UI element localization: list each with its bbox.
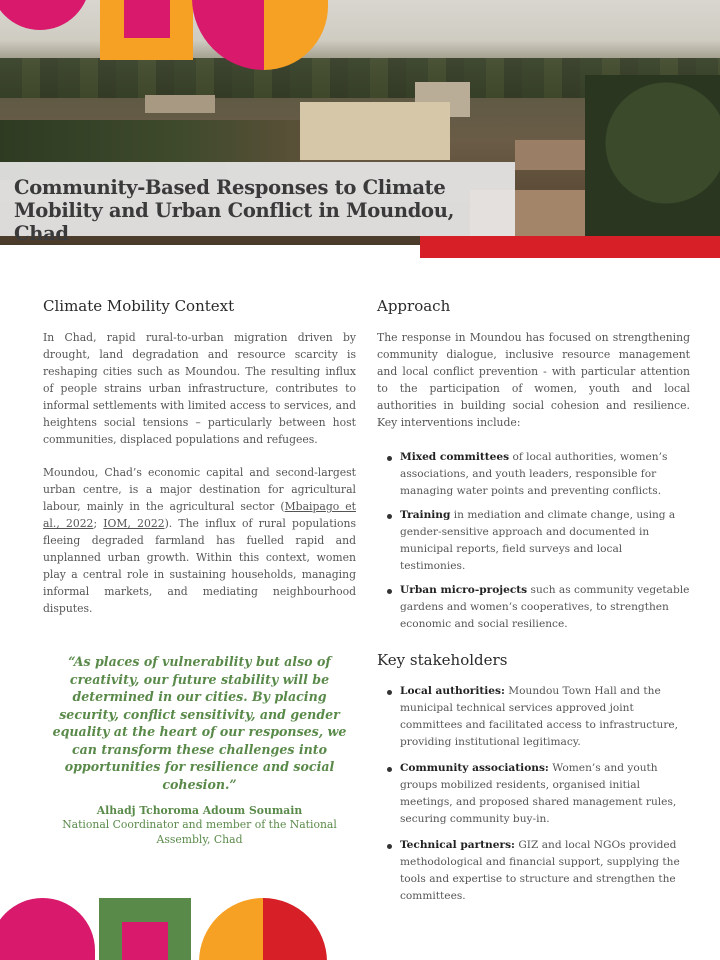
list-item-text: Women’s and youth groups mobilized residents, organised initial meetings, and proposed shared management rules, securing community buy-in.: [400, 762, 677, 825]
list-item-text: of local authorities, women’s associations, and youth leaders, responsible for managing water points and preventing conflicts.: [400, 451, 668, 497]
list-item-text: GIZ and local NGOs provided methodological and financial support, supplying the tools and expertise to structure and strengthen the committees.: [400, 839, 680, 902]
left-column: [43, 297, 356, 847]
citation-iom[interactable]: IOM, 2022: [103, 517, 165, 530]
deco-orange-semicircle-bottom: [199, 898, 263, 960]
stakeholders-heading: Key stakeholders: [377, 651, 508, 669]
list-item-text: such as community vegetable gardens and women’s cooperatives, to strengthen economic and social resilience.: [400, 584, 690, 630]
deco-pink-square-top: [124, 0, 170, 38]
approach-heading: Approach: [377, 297, 451, 315]
list-item-label: Technical partners:: [400, 839, 515, 851]
right-column: [377, 297, 690, 914]
page-title-line-2: Mobility and Urban Conflict in Moundou, Chad: [14, 199, 455, 245]
deco-pink-shape-bottom-left: [0, 898, 95, 960]
citation-separator: ;: [93, 517, 104, 530]
approach-list: [377, 449, 690, 633]
hero-building: [300, 102, 450, 160]
quote-author: Alhadj Tchoroma Adoum Soumain: [96, 804, 303, 817]
list-item-label: Community associations:: [400, 762, 549, 774]
quote-author-role: National Coordinator and member of the National Assembly, Chad: [62, 818, 337, 846]
list-item-label: Training: [400, 509, 451, 521]
context-paragraph-2: [43, 464, 356, 617]
list-item: [377, 760, 690, 828]
title-band: [0, 162, 515, 245]
list-item: [377, 449, 690, 500]
list-item: [377, 507, 690, 575]
deco-pink-square-bottom: [122, 922, 168, 960]
list-item-label: Local authorities:: [400, 685, 505, 697]
approach-intro: The response in Moundou has focused on strengthening community dialogue, inclusive resource management and local conflict prevention - with particular attention to the participation of women, youth and local authorities in building social cohesion and resilience. Key interventions include:: [377, 331, 690, 429]
list-item-text: in mediation and climate change, using a gender-sensitive approach and documented in municipal reports, field surveys and local testimonies.: [400, 509, 676, 572]
context-heading: Climate Mobility Context: [43, 297, 235, 315]
page-title: [14, 176, 515, 245]
pull-quote: “As places of vulnerability but also of creativity, our future stability will be determined in our cities. By placing security, conflict sensitivity, and gender equality at the heart of our responses, we can transform these challenges into opportunities for resilience and social cohesion.”: [52, 654, 347, 792]
context-p2-text: ). The influx of rural populations fleeing degraded farmland has fuelled rapid and unplanned urban growth. Within this context, women play a central role in sustaining households, managing informal markets, and mediating neighbourhood disputes.: [43, 517, 356, 615]
context-p2-text: Moundou, Chad’s economic capital and second-largest urban centre, is a major destination for agricultural labour, mainly in the agricultural sector (: [43, 466, 356, 513]
list-item: [377, 683, 690, 751]
stakeholders-section: [377, 651, 690, 905]
list-item-label: Mixed committees: [400, 451, 510, 463]
citation-mbaipago[interactable]: Mbaipago et al., 2022: [43, 500, 356, 530]
list-item-text: Moundou Town Hall and the municipal technical services approved joint committees and facilitated access to infrastructure, providing institutional legitimacy.: [400, 685, 679, 748]
context-paragraph-1: In Chad, rapid rural-to-urban migration driven by drought, land degradation and resource scarcity is reshaping cities such as Moundou. The resulting influx of people strains urban infrastructure, contributes to informal settlements with limited access to services, and heightens social tensions – particularly between host communities, displaced populations and refugees.: [43, 331, 356, 446]
list-item-label: Urban micro-projects: [400, 584, 528, 596]
deco-red-bar: [420, 236, 720, 258]
list-item: [377, 837, 690, 905]
deco-red-semicircle-bottom: [263, 898, 327, 960]
page-title-line-1: Community-Based Responses to Climate: [14, 176, 446, 199]
stakeholders-list: [377, 683, 690, 905]
hero-trees-right: [585, 75, 720, 245]
list-item: [377, 582, 690, 633]
hero-building: [145, 95, 215, 113]
